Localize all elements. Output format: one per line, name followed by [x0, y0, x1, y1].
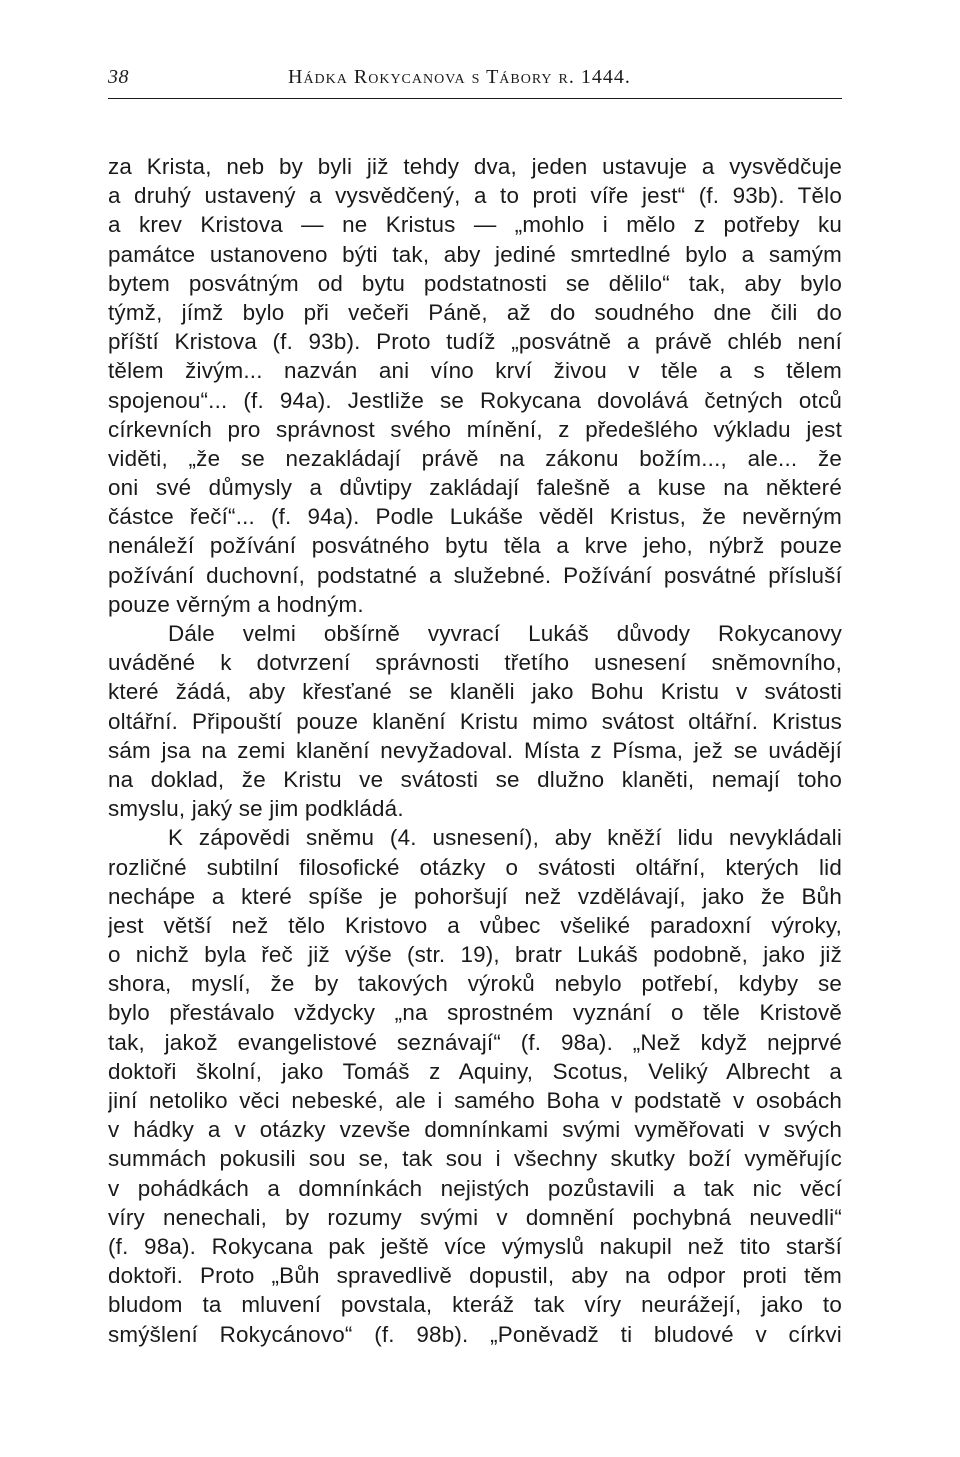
text-line: nenáleží požívání posvátného bytu těla a krve jeho, nýbrž pouze — [108, 533, 842, 559]
text-line: částce řečí“... (f. 94a). Podle Lukáše věděl Kristus, že nevěrným — [108, 504, 842, 530]
text-line: příští Kristova (f. 93b). Proto tudíž „posvátně a právě chléb není — [108, 329, 842, 355]
text-line: tělem živým... nazván ani víno krví živou v těle a s tělem — [108, 358, 842, 384]
text-line: v pohádkách a domnínkách nejistých pozůstavili a tak nic věcí — [108, 1175, 842, 1201]
text-line: shora, myslí, že by takových výroků nebylo potřebí, kdyby se — [108, 971, 842, 997]
page-header — [108, 66, 842, 96]
text-line: summách pokusili sou se, tak sou i všechny skutky boží vyměřujíc — [108, 1146, 842, 1172]
text-line: které žádá, aby křesťané se klaněli jako Bohu Kristu v svátosti — [108, 679, 842, 705]
text-line: tak, jakož evangelistové seznávají“ (f. 98a). „Než když nejprvé — [108, 1029, 842, 1055]
text-line: sám jsa na zemi klanění nevyžadoval. Místa z Písma, jež se uvádějí — [108, 737, 842, 763]
text-line: bytem posvátným od bytu podstatnosti se dělilo“ tak, aby bylo — [108, 270, 842, 296]
text-line: o nichž byla řeč již výše (str. 19), bratr Lukáš podobně, jako již — [108, 942, 842, 968]
paragraph-first-line: K zápovědi sněmu (4. usnesení), aby kněží lidu nevykládali — [168, 825, 842, 851]
text-line: jiní netoliko věci nebeské, ale i samého Boha v podstatě v osobách — [108, 1088, 842, 1113]
text-line: rozličné subtilní filosofické otázky o svátosti oltářní, kterých lid — [108, 854, 842, 880]
text-line: nechápe a které spíše je pohoršují než vzdělávají, jako že Bůh — [108, 883, 842, 909]
text-line: bludom ta mluvení povstala, kteráž tak víry neurážejí, jako to — [108, 1292, 842, 1318]
page-number: 38 — [108, 66, 129, 88]
text-line: a krev Kristova — ne Kristus — „mohlo i mělo z potřeby ku — [108, 212, 842, 238]
text-line: spojenou“... (f. 94a). Jestliže se Rokycana dovolává četných otců — [108, 387, 842, 413]
text-line: jest větší než tělo Kristovo a vůbec všeliké paradoxní výroky, — [108, 912, 842, 938]
text-line: na doklad, že Kristu ve svátosti se dlužno klaněti, nemají toho — [108, 766, 842, 792]
text-line: památce ustanoveno býti tak, aby jediné smrtedlné bylo a samým — [108, 241, 842, 267]
text-line: bylo přestávalo vždycky „na sprostném vyznání o těle Kristově — [108, 1000, 842, 1026]
text-line: týmž, jímž bylo při večeři Páně, až do soudného dne čili do — [108, 299, 842, 325]
text-line: církevních pro správnost svého mínění, z předešlého výkladu jest — [108, 416, 842, 442]
text-line: smýšlení Rokycánovo“ (f. 98b). „Poněvadž ti bludové v církvi — [108, 1321, 842, 1347]
text-line: víry nenechali, by rozumy svými v domnění pochybná neuvedli“ — [108, 1204, 842, 1230]
text-line: smyslu, jaký se jim podkládá. — [108, 796, 404, 822]
text-line: doktoři. Proto „Bůh spravedlivě dopustil, aby na odpor proti těm — [108, 1263, 842, 1289]
body-text — [108, 152, 842, 1349]
text-line: (f. 98a). Rokycana pak ještě více výmyslů nakupil než tito starší — [108, 1233, 842, 1259]
text-line: požívání duchovní, podstatné a služebné. Požívání posvátné přísluší — [108, 562, 842, 588]
text-line: viděti, „že se nezakládají právě na zákonu božím..., ale... že — [108, 445, 842, 471]
text-line: uváděné k dotvrzení správnosti třetího usnesení sněmovního, — [108, 650, 842, 676]
text-line: pouze věrným a hodným. — [108, 591, 364, 617]
text-line: za Krista, neb by byli již tehdy dva, jeden ustavuje a vysvědčuje — [108, 154, 842, 179]
header-rule — [108, 98, 842, 99]
text-line: oltářní. Připouští pouze klanění Kristu mimo svátost oltářní. Kristus — [108, 708, 842, 734]
text-line: oni své důmysly a důvtipy zakládají falešně a kuse na některé — [108, 475, 842, 501]
text-line: v hádky a v otázky vzevše domnínkami svými vyměřovati v svých — [108, 1117, 842, 1143]
running-title: Hádka Rokycanova s Tábory r. 1444. — [288, 66, 631, 88]
text-line: doktoři školní, jako Tomáš z Aquiny, Scotus, Veliký Albrecht a — [108, 1058, 842, 1084]
paragraph-first-line: Dále velmi obšírně vyvrací Lukáš důvody Rokycanovy — [168, 621, 842, 646]
text-line: a druhý ustavený a vysvědčený, a to proti víře jest“ (f. 93b). Tělo — [108, 183, 842, 209]
